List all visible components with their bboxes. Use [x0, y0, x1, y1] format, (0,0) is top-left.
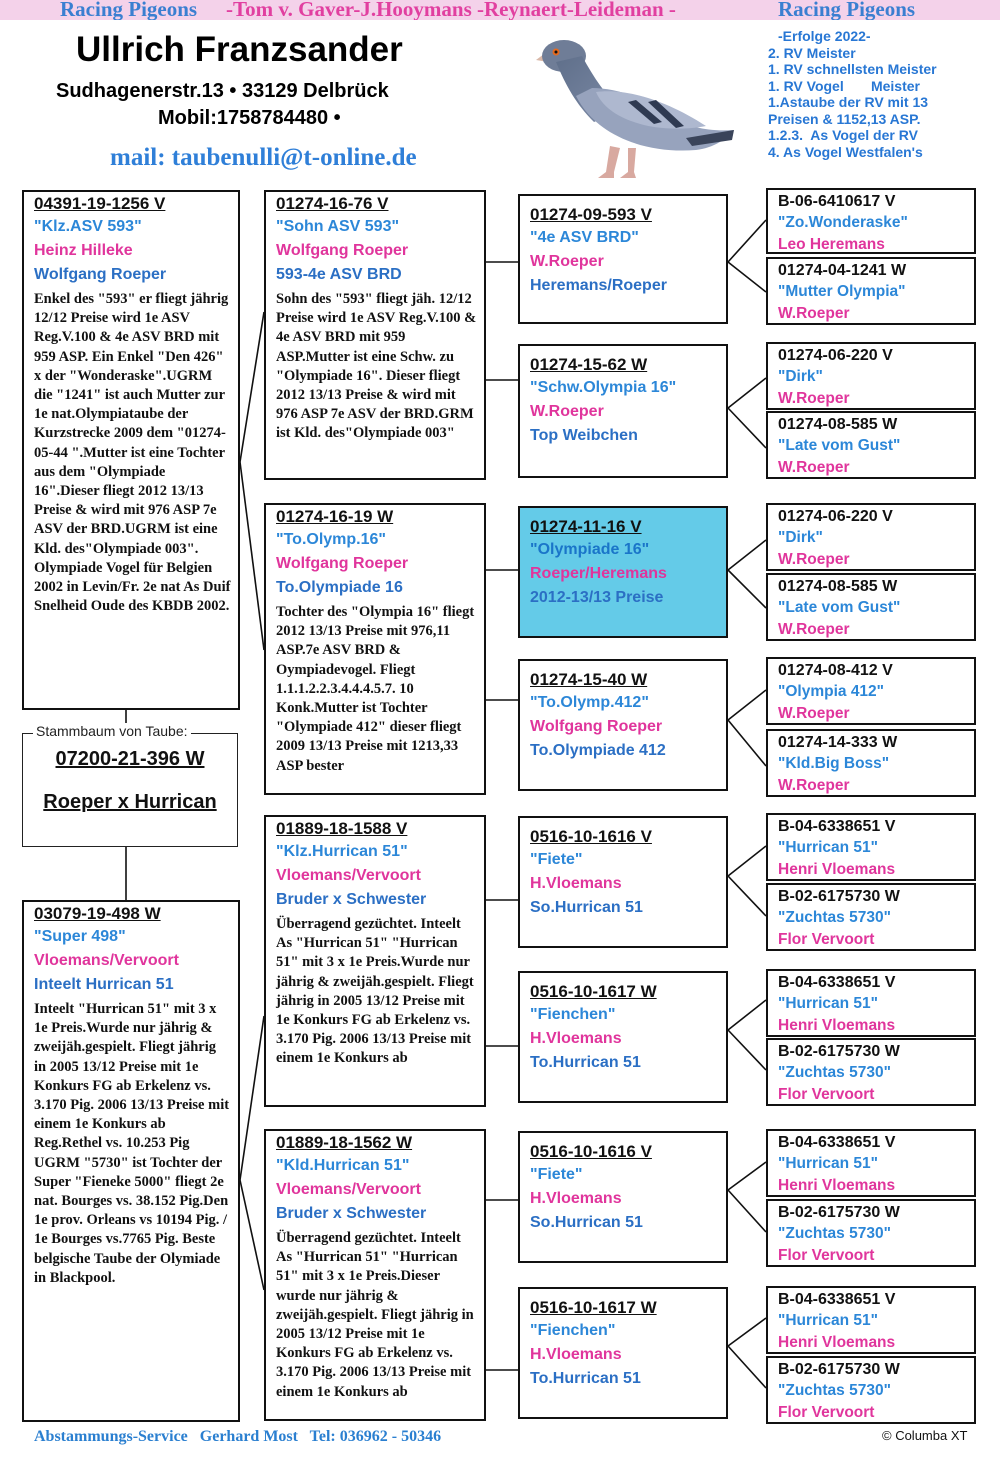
breeder-name: H.Vloemans [530, 1190, 622, 1207]
pigeon-name: "Zuchtas 5730" [778, 1064, 891, 1081]
ancestor-card[interactable] [766, 257, 976, 325]
ancestor-card[interactable] [766, 883, 976, 951]
breeder-name: Leo Heremans [778, 236, 885, 253]
great-grandparent-card[interactable] [518, 1131, 728, 1263]
subject-cross: Roeper x Hurrican [43, 791, 217, 813]
subject-card[interactable] [22, 723, 238, 847]
great-grandparent-card[interactable] [518, 971, 728, 1103]
achievement-line: 1. RV Vogel Meister [768, 77, 920, 94]
ancestor-card[interactable] [766, 1286, 976, 1354]
ring-number: 01274-06-220 V [778, 347, 893, 364]
ancestor-card[interactable] [766, 503, 976, 571]
pigeon-line: To.Hurrican 51 [530, 1054, 641, 1071]
achievements-title: -Erfolge 2022- [778, 28, 871, 44]
pigeon-name: "Fienchen" [530, 1006, 616, 1023]
pigeon-description: Überragend gezüchtet. Inteelt As "Hurrican 51" "Hurrican 51" mit 3 x 1e Preis.Wurde nur jährig & zweijäh.gespielt. Fliegt jährig in 2005 13/12 Preise mit 1e Konkurs FG ab Erkelenz vs. 3.170 Pig. 2006 13/13 Preise mit einem 1e Konkurs ab [276, 916, 474, 1067]
ring-number: B-04-6338651 V [778, 1134, 896, 1151]
ancestor-card[interactable] [766, 411, 976, 479]
owner-mobile: Mobil:1758784480 • [158, 107, 341, 129]
great-grandparent-card[interactable] [518, 194, 728, 324]
pigeon-line: To.Olympiade 412 [530, 742, 666, 759]
pigeon-line: Wolfgang Roeper [34, 266, 167, 283]
breeder-name: W.Roeper [530, 403, 604, 420]
pigeon-name: "4e ASV BRD" [530, 229, 639, 246]
breeder-name: H.Vloemans [530, 875, 622, 892]
achievement-line: 1.Astaube der RV mit 13 [768, 94, 929, 110]
pigeon-name: "Zuchtas 5730" [778, 909, 891, 926]
ring-number: 01274-11-16 V [530, 517, 642, 536]
achievement-line: 2. RV Meister [768, 44, 856, 61]
great-grandparent-card[interactable] [518, 659, 728, 791]
breeder-name: W.Roeper [778, 777, 850, 794]
pigeon-name: "To.Olymp.16" [276, 531, 387, 548]
breeder-name: Vloemans/Vervoort [276, 1181, 421, 1198]
grandparent-card[interactable] [264, 1129, 486, 1421]
ring-number: 01274-08-585 W [778, 578, 898, 595]
pigeon-name: "Schw.Olympia 16" [530, 379, 677, 396]
ring-number: 03079-19-498 W [34, 904, 161, 923]
breeder-name: H.Vloemans [530, 1030, 622, 1047]
breeder-name: W.Roeper [778, 551, 850, 568]
great-grandparent-card[interactable] [518, 816, 728, 948]
breeder-name: W.Roeper [778, 459, 850, 476]
ring-number: 0516-10-1617 W [530, 982, 657, 1001]
ring-number: B-02-6175730 W [778, 1043, 900, 1060]
pigeon-line: Bruder x Schwester [276, 1205, 427, 1222]
pigeon-line: So.Hurrican 51 [530, 899, 643, 916]
pigeon-description: Enkel des "593" er fliegt jährig 12/12 Preise wird 1e ASV Reg.V.100 & 4e ASV BRD mit 959 ASP. Ein Enkel "Den 426" x der "Wonderaske".UGRM die "1241" ist auch Mutter zur 1e nat.Olympiataube der Kurzstrecke 2009 dem "01274-05-44 ".Mutter ist eine Tochter aus dem "Olympiade 16".Dieser fliegt 2012 13/13 Preise & wird mit 976 ASP 7e ASV der BRD.UGRM ist eine Kld. des"Olympiade 003". Olympiade Vogel für Belgien 2002 in Levin/Fr. 2e nat As Duif Snelheid Oude des KBDB 2002. [34, 291, 231, 615]
breeder-name: W.Roeper [530, 253, 604, 270]
ancestor-card[interactable] [766, 657, 976, 725]
ring-number: 01274-08-412 V [778, 662, 893, 679]
achievement-line: 1.2.3. As Vogel der RV [768, 127, 918, 143]
ring-number: B-02-6175730 W [778, 1361, 900, 1378]
achievement-line: 1. RV schnellsten Meister [768, 61, 937, 77]
pigeon-name: "Kld.Hurrican 51" [276, 1157, 410, 1174]
pigeon-line: 593-4e ASV BRD [276, 266, 402, 283]
ring-number: 01274-16-76 V [276, 194, 389, 213]
ancestor-card[interactable] [766, 188, 976, 254]
ring-number: 04391-19-1256 V [34, 194, 166, 213]
pigeon-name: "Zuchtas 5730" [778, 1225, 891, 1242]
pigeon-name: "Olympia 412" [778, 683, 885, 700]
ring-number: 01274-06-220 V [778, 508, 893, 525]
ring-number: B-02-6175730 W [778, 1204, 900, 1221]
breeder-name: Flor Vervoort [778, 931, 875, 948]
pigeon-description: Überragend gezüchtet. Inteelt As "Hurrican 51" "Hurrican 51" mit 3 x 1e Preis.Dieser wurde nur jährig & zweijäh.gespielt. Fliegt jährig in 2005 13/12 Preise mit 1e Konkurs FG ab Erkelenz vs. 3.170 Pig. 2006 13/13 Preise mit einem 1e Konkurs ab [276, 1230, 474, 1400]
pigeon-line: To.Hurrican 51 [530, 1370, 641, 1387]
pigeon-name: "Fiete" [530, 851, 583, 868]
pigeon-name: "Hurrican 51" [778, 1155, 878, 1172]
ring-number: B-04-6338651 V [778, 974, 896, 991]
ancestor-card[interactable] [766, 813, 976, 881]
pigeon-name: "Fienchen" [530, 1322, 616, 1339]
footer-service: Abstammungs-Service Gerhard Most Tel: 036962 - 50346 [34, 1428, 442, 1445]
ancestor-card[interactable] [766, 1199, 976, 1267]
ring-number: 0516-10-1616 V [530, 1142, 652, 1161]
pigeon-name: "Dirk" [778, 368, 823, 385]
breeder-name: Flor Vervoort [778, 1404, 875, 1421]
pigeon-line: Top Weibchen [530, 427, 638, 444]
pigeon-name: "Super 498" [34, 928, 126, 945]
breeder-name: Henri Vloemans [778, 861, 896, 878]
ring-number: 01889-18-1588 V [276, 819, 408, 838]
pigeon-description: Tochter des "Olympia 16" fliegt 2012 13/13 Preise mit 976,11 ASP.7e ASV BRD & Oympiadevogel. Fliegt 1.1.1.2.2.3.4.4.4.5.7. 10 Konk.Mutter ist Tochter "Olympiade 412" dieser fliegt 2009 13/13 Preise mit 1213,33 ASP bester [276, 604, 475, 774]
achievement-line: 4. As Vogel Westfalen's [768, 143, 923, 160]
great-grandparent-card[interactable] [518, 1287, 728, 1419]
pigeon-line: Bruder x Schwester [276, 891, 427, 908]
father-card[interactable] [22, 190, 240, 710]
breeder-name: W.Roeper [778, 705, 850, 722]
pigeon-name: "Hurrican 51" [778, 995, 878, 1012]
breeder-name: Roeper/Heremans [530, 565, 667, 582]
pigeon-name: "Late vom Gust" [778, 599, 901, 616]
ancestor-card[interactable] [766, 729, 976, 797]
ancestor-card[interactable] [766, 1129, 976, 1197]
ring-number: 01274-16-19 W [276, 507, 394, 526]
ring-number: 0516-10-1616 V [530, 827, 652, 846]
pigeon-name: "Hurrican 51" [778, 1312, 878, 1329]
pigeon-name: "Hurrican 51" [778, 839, 878, 856]
subject-caption: Stammbaum von Taube: [33, 723, 191, 739]
pigeon-name: "To.Olymp.412" [530, 694, 649, 711]
ring-number: 0516-10-1617 W [530, 1298, 657, 1317]
pigeon-description: Inteelt "Hurrican 51" mit 3 x 1e Preis.Wurde nur jährig & zweijäh.gespielt. Fliegt jährig in 2005 13/12 Preise mit 1e Konkurs FG ab Erkelenz vs. 3.170 Pig. 2006 13/13 Preise mit einem 1e Konkurs ab Reg.Rethel vs. 10.253 Pig UGRM "5730" ist Tochter der Super "Fieneke 5000" fliegt 2e nat. Bourges vs. 38.152 Pig.Den 1e prov. Orleans vs 10194 Pig. / 1e Bourges vs.7765 Pig. Beste belgische Taube der Olymiade in Blackpool. [34, 1001, 230, 1286]
pigeon-line: Inteelt Hurrican 51 [34, 976, 174, 993]
ancestor-card[interactable] [766, 1356, 976, 1424]
ring-number: B-02-6175730 W [778, 888, 900, 905]
grandparent-card[interactable] [264, 815, 486, 1107]
grandparent-card[interactable] [264, 503, 486, 795]
pigeon-name: "Klz.Hurrican 51" [276, 843, 408, 860]
pigeon-name: "Sohn ASV 593" [276, 218, 400, 235]
breeder-name: Flor Vervoort [778, 1086, 875, 1103]
owner-address: Sudhagenerstr.13 • 33129 Delbrück [56, 80, 389, 102]
pigeon-line: To.Olympiade 16 [276, 579, 403, 596]
grandparent-card[interactable] [264, 190, 486, 480]
banner-middle: -Tom v. Gaver-J.Hooymans -Reynaert-Leideman - [226, 0, 676, 20]
subject-ring: 07200-21-396 W [55, 748, 205, 770]
owner-mail[interactable]: mail: taubenulli@t-online.de [110, 144, 417, 171]
banner-left: Racing Pigeons [60, 0, 198, 20]
footer-copyright: © Columba XT [882, 1428, 968, 1443]
great-grandparent-card-highlighted[interactable] [518, 506, 728, 638]
pigeon-name: "Fiete" [530, 1166, 583, 1183]
breeder-name: H.Vloemans [530, 1346, 622, 1363]
ring-number: 01274-14-333 W [778, 734, 898, 751]
breeder-name: Henri Vloemans [778, 1017, 896, 1034]
pigeon-name: "Dirk" [778, 529, 823, 546]
ring-number: 01274-15-40 W [530, 670, 648, 689]
ancestor-card[interactable] [766, 1038, 976, 1106]
breeder-name: Vloemans/Vervoort [34, 952, 179, 969]
pigeon-description: Sohn des "593" fliegt jäh. 12/12 Preise wird 1e ASV Reg.V.100 & 4e ASV BRD mit 959 ASP.Mutter ist eine Schw. zu "Olympiade 16". Dieser fliegt 2012 13/13 Preise & wird mit 976 ASP 7e ASV der BRD.GRM ist Kld. des"Olympiade 003" [276, 291, 477, 442]
ring-number: 01274-15-62 W [530, 355, 648, 374]
pigeon-name: "Zuchtas 5730" [778, 1382, 891, 1399]
ancestor-card[interactable] [766, 342, 976, 410]
pigeon-name: "Mutter Olympia" [778, 283, 906, 300]
breeder-name: W.Roeper [778, 621, 850, 638]
achievement-line: Preisen & 1152,13 ASP. [768, 110, 921, 127]
pigeon-name: "Late vom Gust" [778, 437, 901, 454]
breeder-name: Henri Vloemans [778, 1177, 896, 1194]
pigeon-line: Heremans/Roeper [530, 277, 667, 294]
ancestor-card[interactable] [766, 573, 976, 641]
pigeon-line: So.Hurrican 51 [530, 1214, 643, 1231]
breeder-name: Heinz Hilleke [34, 242, 133, 259]
breeder-name: Wolfgang Roeper [530, 718, 663, 735]
ancestor-card[interactable] [766, 969, 976, 1037]
ring-number: 01274-04-1241 W [778, 262, 907, 279]
banner-right: Racing Pigeons [778, 0, 916, 20]
pigeon-name: "Kld.Big Boss" [778, 755, 890, 772]
pigeon-line: 2012-13/13 Preise [530, 589, 664, 606]
owner-name: Ullrich Franzsander [76, 30, 403, 69]
breeder-name: Wolfgang Roeper [276, 555, 409, 572]
ring-number: B-04-6338651 V [778, 818, 896, 835]
pigeon-name: "Zo.Wonderaske" [778, 214, 908, 231]
breeder-name: W.Roeper [778, 305, 850, 322]
ring-number: 01274-09-593 V [530, 205, 652, 224]
breeder-name: W.Roeper [778, 390, 850, 407]
great-grandparent-card[interactable] [518, 344, 728, 478]
breeder-name: Wolfgang Roeper [276, 242, 409, 259]
pigeon-name: "Olympiade 16" [530, 541, 650, 558]
mother-card[interactable] [22, 900, 240, 1422]
breeder-name: Henri Vloemans [778, 1334, 896, 1351]
ring-number: 01274-08-585 W [778, 416, 898, 433]
pigeon-name: "Klz.ASV 593" [34, 218, 142, 235]
breeder-name: Flor Vervoort [778, 1247, 875, 1264]
ring-number: 01889-18-1562 W [276, 1133, 413, 1152]
breeder-name: Vloemans/Vervoort [276, 867, 421, 884]
ring-number: B-04-6338651 V [778, 1291, 896, 1308]
ring-number: B-06-6410617 V [778, 193, 896, 210]
